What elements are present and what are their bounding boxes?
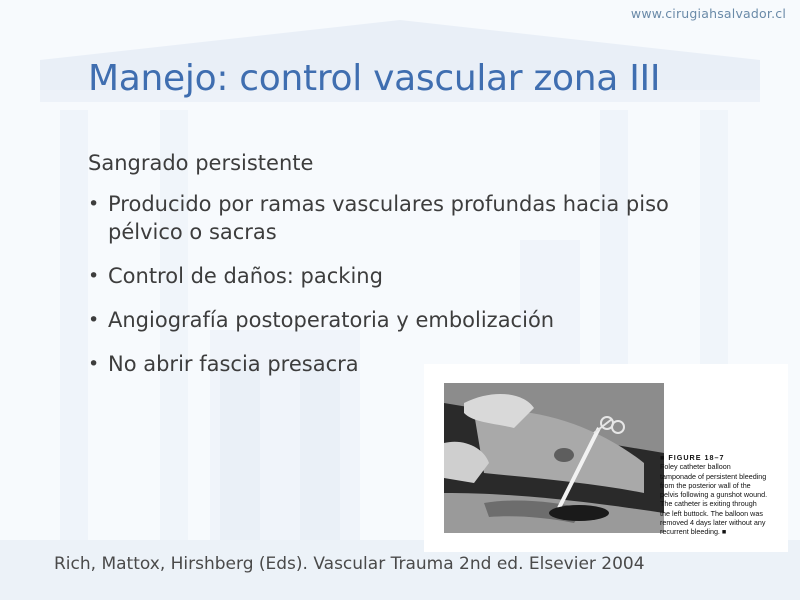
bullet-text: No abrir fascia presacra	[108, 352, 359, 376]
figure-caption-text: Foley catheter balloon tamponade of persistent bleeding from the posterior wall of the pelvis following a gunshot wound. The catheter is exiting through the left buttock. The balloon was removed 4 days later without any recurrent bleeding. ■	[660, 462, 768, 537]
bullet-text: Angiografía postoperatoria y embolización	[108, 308, 555, 332]
bullet-item	[88, 190, 748, 246]
bullet-icon: •	[88, 353, 100, 375]
slide-title: Manejo: control vascular zona III	[88, 58, 661, 99]
bullet-item	[88, 306, 748, 334]
bullet-text: Control de daños: packing	[108, 264, 383, 288]
citation: Rich, Mattox, Hirshberg (Eds). Vascular Trauma 2nd ed. Elsevier 2004	[54, 554, 645, 574]
figure-caption	[660, 453, 768, 537]
bullet-icon: •	[88, 265, 100, 287]
bullet-text: Producido por ramas vasculares profundas hacia piso pélvico o sacras	[108, 192, 669, 244]
bullet-icon: •	[88, 309, 100, 331]
surgical-photo	[444, 383, 664, 533]
bullet-item	[88, 262, 748, 290]
slide-body	[88, 148, 748, 394]
figure-panel	[424, 364, 788, 552]
bullet-icon: •	[88, 193, 100, 215]
lead-text: Sangrado persistente	[88, 151, 314, 175]
site-url: www.cirugiahsalvador.cl	[630, 6, 786, 21]
bullet-list	[88, 190, 748, 378]
figure-label: ■ FIGURE 18–7	[660, 453, 725, 462]
